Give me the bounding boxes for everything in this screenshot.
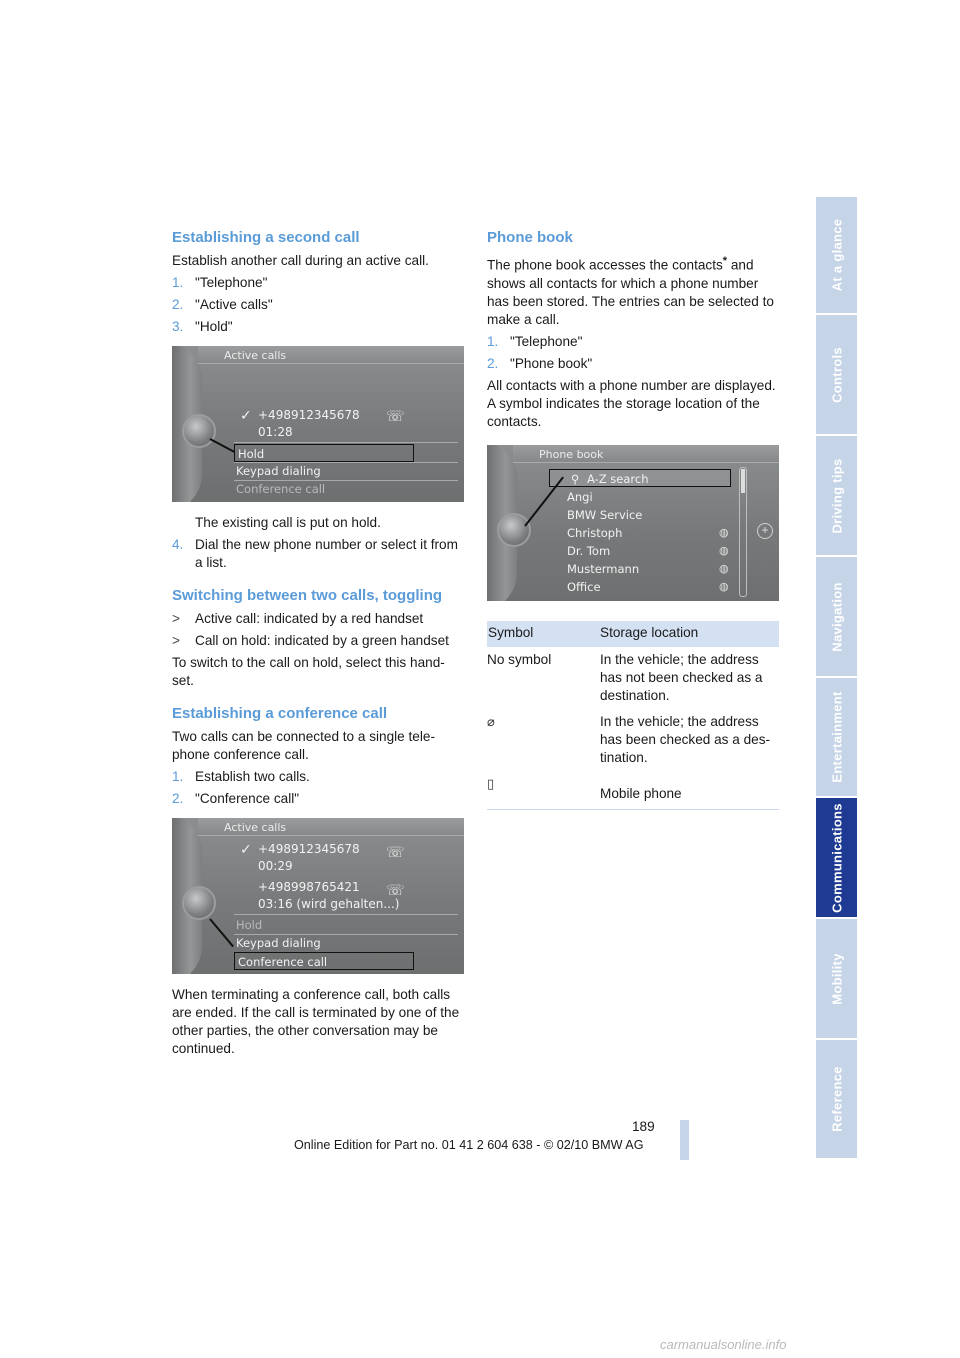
heading-phone-book: Phone book <box>487 229 573 246</box>
bullet-call-on-hold: > Call on hold: indicated by a green handset <box>172 633 449 648</box>
table-header-location: Storage location <box>600 621 779 647</box>
az-search-label: A-Z search <box>587 471 649 486</box>
conf-step-2: 2. "Conference call" <box>172 791 300 806</box>
table-row <box>487 647 779 709</box>
location-cell: In the vehicle; the address has been checked as a des-tination. <box>600 713 771 765</box>
call-number-1: +498912345678 <box>258 842 360 856</box>
call-time-2: 03:16 (wird gehalten...) <box>258 897 400 911</box>
symbol-cell <box>487 709 600 771</box>
pb-step-2: 2. "Phone book" <box>487 355 593 371</box>
tab-entertainment[interactable]: Entertainment <box>816 678 857 798</box>
table-header-row <box>487 621 779 647</box>
heading-toggling: Switching between two calls, toggling <box>172 587 443 604</box>
step-1: 1. "Telephone" <box>172 275 268 290</box>
watermark: carmanualsonline.info <box>660 1337 787 1352</box>
conference-intro: Two calls can be connected to a single tele-phone conference call. <box>172 729 435 762</box>
scrollbar[interactable] <box>739 467 747 597</box>
plus-icon: + <box>757 523 773 539</box>
tab-communications[interactable]: Communications <box>816 798 857 919</box>
menu-item-conference[interactable]: Conference call <box>234 952 414 970</box>
tab-controls[interactable]: Controls <box>816 315 857 436</box>
second-call-intro: Establish another call during an active call. <box>172 253 429 268</box>
search-icon: ⚲ <box>571 471 580 486</box>
toggling-instruction: To switch to the call on hold, select this hand-set. <box>172 655 445 688</box>
menu-item-hold[interactable]: Hold <box>234 444 414 462</box>
phone-book-screenshot <box>487 445 779 601</box>
conference-screenshot <box>172 818 464 974</box>
callout-line <box>524 476 564 526</box>
table-row <box>487 709 779 771</box>
mobile-phone-icon: ◍ <box>719 544 729 557</box>
tab-mobility[interactable]: Mobility <box>816 919 857 1040</box>
location-cell: Mobile phone <box>600 771 779 810</box>
contact-item[interactable]: BMW Service <box>567 507 643 522</box>
active-calls-screenshot <box>172 346 464 502</box>
handset-icon: ☏ <box>386 408 405 425</box>
contact-item[interactable]: Dr. Tom <box>567 543 611 558</box>
phone-book-intro: The phone book accesses the contacts* and shows all contacts for which a phone number has been stored. The entries can be selected to make a call. <box>487 255 774 327</box>
checkmark-icon: ✓ <box>240 407 252 423</box>
screen-title: Active calls <box>224 349 287 362</box>
handset-icon: ☏ <box>386 882 405 899</box>
step-3: 3. "Hold" <box>172 319 233 334</box>
heading-conference: Establishing a conference call <box>172 705 388 722</box>
callout-line <box>209 918 234 947</box>
mobile-phone-icon: ◍ <box>719 526 729 539</box>
call-time: 01:28 <box>258 425 293 439</box>
call-number-2: +498998765421 <box>258 880 360 894</box>
tab-reference[interactable]: Reference <box>816 1040 857 1160</box>
call-number: +498912345678 <box>258 408 360 422</box>
symbol-cell: No symbol <box>487 651 552 667</box>
destination-checked-icon: ⌀ <box>487 713 495 729</box>
controller-knob-icon <box>182 414 216 448</box>
heading-second-call: Establishing a second call <box>172 229 360 246</box>
footer-bar <box>680 1120 689 1160</box>
asterisk-icon: * <box>722 255 728 267</box>
mobile-phone-icon: ▯ <box>487 775 495 791</box>
contact-item[interactable]: Office <box>567 579 601 594</box>
screen-title: Active calls <box>224 821 287 834</box>
conf-step-1: 1. Establish two calls. <box>172 769 310 784</box>
mobile-phone-icon: ◍ <box>719 580 729 593</box>
menu-item-conference[interactable]: Conference call <box>236 482 326 496</box>
storage-location-table <box>487 621 779 810</box>
location-cell: In the vehicle; the address has not been checked as a destination. <box>600 651 763 703</box>
contact-item[interactable]: Christoph <box>567 525 623 540</box>
menu-item-hold[interactable]: Hold <box>236 918 263 932</box>
hold-note: The existing call is put on hold. <box>195 515 381 530</box>
controller-knob-icon <box>497 513 531 547</box>
step-4: 4. Dial the new phone number or select it from a list. <box>172 537 458 570</box>
symbol-cell <box>487 771 600 810</box>
contact-item[interactable]: Mustermann <box>567 561 640 576</box>
table-row <box>487 771 779 810</box>
chapter-sidebar <box>816 197 857 1160</box>
handset-icon: ☏ <box>386 844 405 861</box>
left-column <box>172 228 464 1062</box>
pb-step-1: 1. "Telephone" <box>487 333 583 349</box>
step-2: 2. "Active calls" <box>172 297 273 312</box>
menu-item-keypad[interactable]: Keypad dialing <box>236 464 321 478</box>
menu-item-keypad[interactable]: Keypad dialing <box>236 936 321 950</box>
checkmark-icon: ✓ <box>240 841 252 857</box>
tab-navigation[interactable]: Navigation <box>816 557 857 678</box>
page-number: 189 <box>632 1119 655 1134</box>
tab-at-a-glance[interactable]: At a glance <box>816 197 857 315</box>
controller-knob-icon <box>182 886 216 920</box>
screen-title: Phone book <box>539 447 604 461</box>
edition-footer: Online Edition for Part no. 01 41 2 604 638 - © 02/10 BMW AG <box>294 1138 644 1152</box>
phone-book-para: All contacts with a phone number are displayed. A symbol indicates the storage location of the contacts. <box>487 377 776 429</box>
table-header-symbol: Symbol <box>487 621 600 647</box>
callout-line <box>210 438 236 453</box>
bullet-active-call: > Active call: indicated by a red handset <box>172 611 424 626</box>
conference-closing: When terminating a conference call, both calls are ended. If the call is terminated by one of the other parties, the other conversation may be continued. <box>172 987 460 1056</box>
contact-item[interactable]: Angi <box>567 489 593 504</box>
call-time-1: 00:29 <box>258 859 293 873</box>
tab-driving-tips[interactable]: Driving tips <box>816 436 857 557</box>
mobile-phone-icon: ◍ <box>719 562 729 575</box>
right-column <box>487 228 779 810</box>
